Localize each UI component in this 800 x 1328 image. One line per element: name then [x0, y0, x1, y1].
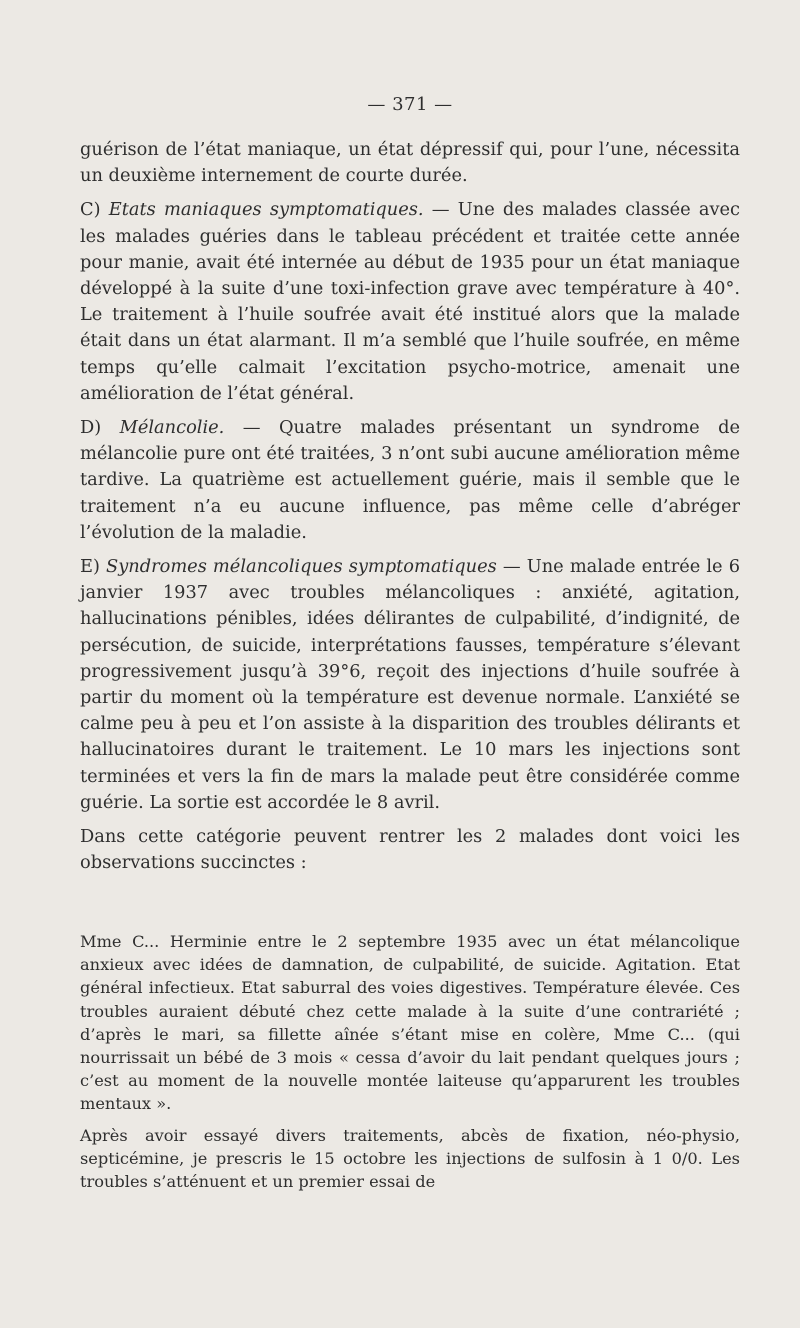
- section-label: C): [80, 199, 101, 221]
- page-number: — 371 —: [367, 94, 453, 115]
- intro-observations: [80, 824, 740, 876]
- paragraph-text: Mme C... Herminie entre le 2 septembre 1935 avec un état mélancolique anxieux avec idées de damnation, de culpabilité, de suicide. Agitation. Etat général infectieux. Etat saburral des voies digestives. Température élevée. Ces troubles auraient débuté chez cette malade à la suite d’une contrariété ; d’après le mari, sa fillette aînée s’étant mise en colère, Mme C... (qui nourrissait un bébé de 3 mois « cessa d’avoir du lait pendant quelques jours ; c’est au moment de la nouvelle montée laiteuse qu’apparurent les troubles mentaux ».: [80, 932, 740, 1114]
- section-label: D): [80, 417, 102, 439]
- section-c: [80, 197, 740, 407]
- document-page: [80, 80, 740, 1260]
- observations-text: [80, 930, 740, 1201]
- paragraph-text: guérison de l’état maniaque, un état dépressif qui, pour l’une, nécessita un deuxième internement de courte durée.: [80, 139, 740, 187]
- section-title: Syndromes mélancoliques symptomatiques: [106, 556, 497, 578]
- paragraph-text: Après avoir essayé divers traitements, abcès de fixation, néo-physio, septicémine, je prescris le 15 octobre les injections de sulfosin à 1 0/0. Les troubles s’atténuent et un premier essai de: [80, 1125, 740, 1192]
- main-text: [80, 137, 740, 884]
- section-text: — Quatre malades présentant un syndrome de mélancolie pure ont été traitées, 3 n’ont subi aucune amélioration même tardive. La quatrième est actuellement guérie, mais il semble que le traitement n’a eu aucune influence, pas même celle d’abréger l’évolution de la maladie.: [80, 417, 740, 543]
- section-d: [80, 415, 740, 546]
- section-e: [80, 554, 740, 816]
- paragraph-continuation: [80, 137, 740, 189]
- section-label: E): [80, 556, 100, 578]
- observation-treatment: [80, 1124, 740, 1194]
- section-text: — Une malade entrée le 6 janvier 1937 avec troubles mélancoliques : anxiété, agitation, hallucinations pénibles, idées délirantes de culpabilité, d’indignité, de persécution, de suicide, interprétations fausses, température s’élevant progressivement jusqu’à 39°6, reçoit des injections d’huile soufrée à partir du moment où la température est devenue normale. L’anxiété se calme peu à peu et l’on assiste à la disparition des troubles délirants et hallucinatoires durant le traitement. Le 10 mars les injections sont terminées et vers la fin de mars la malade peut être considérée comme guérie. La sortie est accordée le 8 avril.: [80, 556, 741, 813]
- observation-mme-c: [80, 930, 740, 1116]
- section-title: Mélancolie.: [119, 417, 225, 439]
- paragraph-text: Dans cette catégorie peuvent rentrer les 2 malades dont voici les observations succinctes :: [80, 826, 740, 874]
- section-text: — Une des malades classée avec les malades guéries dans le tableau précédent et traitée cette année pour manie, avait été internée au début de 1935 pour un état maniaque développé à la suite d’une toxi-infection grave avec température à 40°. Le traitement à l’huile soufrée avait été institué alors que la malade était dans un état alarmant. Il m’a semblé que l’huile soufrée, en même temps qu’elle calmait l’excitation psycho-motrice, amenait une amélioration de l’état général.: [80, 199, 741, 404]
- section-title: Etats maniaques symptomatiques.: [108, 199, 424, 221]
